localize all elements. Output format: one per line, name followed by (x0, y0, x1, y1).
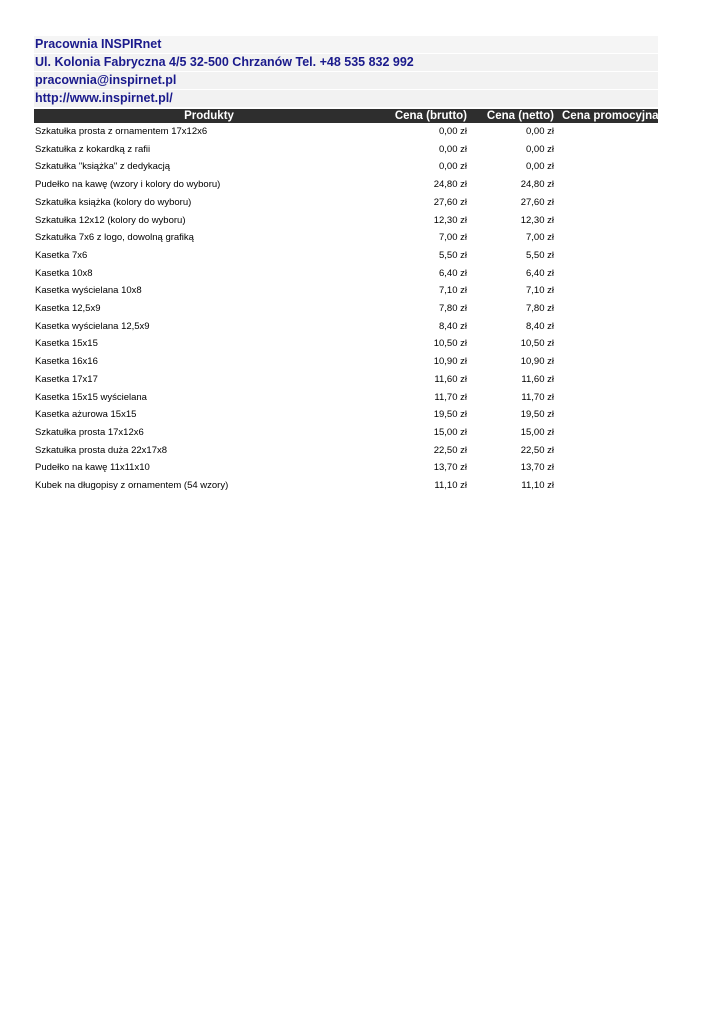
product-name-cell: Szkatułka "książka" z dedykacją (35, 161, 171, 173)
gross-price-cell: 5,50 zł (439, 249, 467, 261)
product-name-cell: Kasetka 15x15 (35, 338, 98, 350)
net-price-cell: 0,00 zł (526, 143, 554, 155)
table-row (34, 282, 658, 300)
table-row (34, 371, 658, 389)
gross-price-cell: 0,00 zł (439, 161, 467, 173)
gross-price-cell: 22,50 zł (433, 444, 467, 456)
product-name-cell: Kasetka 10x8 (35, 267, 93, 279)
gross-price-cell: 7,10 zł (439, 285, 467, 297)
gross-price-cell: 13,70 zł (433, 462, 467, 474)
promo-price-cell (558, 141, 658, 159)
table-row (34, 353, 658, 371)
column-header-gross-price: Cena (brutto) (384, 109, 471, 123)
table-row (34, 477, 658, 495)
gross-price-cell: 11,10 zł (434, 480, 467, 492)
net-price-cell: 27,60 zł (520, 196, 554, 208)
table-row (34, 212, 658, 230)
table-header-row (34, 109, 658, 123)
promo-price-cell (558, 353, 658, 371)
product-name-cell: Szkatułka 12x12 (kolory do wyboru) (35, 214, 186, 226)
product-name-cell: Szkatułka prosta z ornamentem 17x12x6 (35, 126, 208, 137)
net-price-cell: 22,50 zł (520, 444, 554, 456)
promo-price-cell (558, 442, 658, 460)
product-name-cell: Kasetka 12,5x9 (35, 303, 101, 315)
table-row (34, 247, 658, 265)
net-price-cell: 5,50 zł (526, 249, 554, 261)
promo-price-cell (558, 176, 658, 194)
product-name-cell: Kasetka 16x16 (35, 356, 98, 368)
promo-price-cell (558, 265, 658, 283)
product-name-cell: Kubek na długopisy z ornamentem (54 wzory) (35, 480, 229, 492)
table-row (34, 459, 658, 477)
company-name: Pracownia INSPIRnet (34, 36, 658, 53)
table-row (34, 318, 658, 336)
column-header-promo-price: Cena promocyjna (558, 109, 658, 123)
gross-price-cell: 10,90 zł (433, 356, 467, 368)
company-email[interactable]: pracownia@inspirnet.pl (34, 72, 658, 89)
net-price-cell: 8,40 zł (526, 320, 554, 332)
product-name-cell: Kasetka ażurowa 15x15 (35, 409, 137, 421)
table-row (34, 406, 658, 424)
net-price-cell: 12,30 zł (520, 214, 554, 226)
gross-price-cell: 6,40 zł (439, 267, 467, 279)
product-name-cell: Szkatułka prosta 17x12x6 (35, 426, 144, 438)
gross-price-cell: 10,50 zł (433, 338, 467, 350)
table-row (34, 123, 658, 141)
promo-price-cell (558, 477, 658, 495)
promo-price-cell (558, 212, 658, 230)
table-row (34, 194, 658, 212)
net-price-cell: 0,00 zł (526, 161, 554, 173)
table-row (34, 389, 658, 407)
product-name-cell: Kasetka 17x17 (35, 373, 98, 385)
net-price-cell: 7,00 zł (526, 232, 554, 244)
net-price-cell: 13,70 zł (520, 462, 554, 474)
promo-price-cell (558, 318, 658, 336)
gross-price-cell: 7,00 zł (439, 232, 467, 244)
promo-price-cell (558, 158, 658, 176)
table-row (34, 229, 658, 247)
promo-price-cell (558, 335, 658, 353)
net-price-cell: 0,00 zł (526, 126, 554, 137)
gross-price-cell: 0,00 zł (439, 143, 467, 155)
product-name-cell: Pudełko na kawę (wzory i kolory do wyboru) (35, 179, 221, 191)
net-price-cell: 15,00 zł (520, 426, 554, 438)
net-price-cell: 10,50 zł (520, 338, 554, 350)
net-price-cell: 10,90 zł (520, 356, 554, 368)
table-row (34, 158, 658, 176)
gross-price-cell: 0,00 zł (439, 126, 467, 137)
product-name-cell: Pudełko na kawę 11x11x10 (35, 462, 150, 474)
column-header-product: Produkty (34, 109, 384, 123)
company-website[interactable]: http://www.inspirnet.pl/ (34, 90, 658, 107)
promo-price-cell (558, 229, 658, 247)
product-name-cell: Kasetka wyścielana 12,5x9 (35, 320, 150, 332)
table-row (34, 141, 658, 159)
product-name-cell: Kasetka 15x15 wyścielana (35, 391, 147, 403)
net-price-cell: 11,60 zł (521, 373, 554, 385)
price-list-sheet (34, 36, 658, 495)
product-name-cell: Szkatułka książka (kolory do wyboru) (35, 196, 192, 208)
product-name-cell: Kasetka wyścielana 10x8 (35, 285, 142, 297)
promo-price-cell (558, 406, 658, 424)
net-price-cell: 11,10 zł (521, 480, 554, 492)
promo-price-cell (558, 247, 658, 265)
promo-price-cell (558, 424, 658, 442)
gross-price-cell: 27,60 zł (433, 196, 467, 208)
product-name-cell: Kasetka 7x6 (35, 249, 88, 261)
net-price-cell: 7,80 zł (526, 303, 554, 315)
gross-price-cell: 12,30 zł (433, 214, 467, 226)
promo-price-cell (558, 459, 658, 477)
net-price-cell: 7,10 zł (526, 285, 554, 297)
gross-price-cell: 7,80 zł (439, 303, 467, 315)
promo-price-cell (558, 194, 658, 212)
company-address: Ul. Kolonia Fabryczna 4/5 32-500 Chrzanów Tel. +48 535 832 992 (34, 54, 658, 71)
table-row (34, 335, 658, 353)
price-table (34, 109, 658, 495)
promo-price-cell (558, 371, 658, 389)
gross-price-cell: 11,60 zł (434, 373, 467, 385)
table-row (34, 424, 658, 442)
gross-price-cell: 24,80 zł (433, 179, 467, 191)
promo-price-cell (558, 282, 658, 300)
gross-price-cell: 19,50 zł (433, 409, 467, 421)
table-row (34, 265, 658, 283)
table-row (34, 176, 658, 194)
net-price-cell: 6,40 zł (526, 267, 554, 279)
net-price-cell: 11,70 zł (521, 391, 554, 403)
net-price-cell: 19,50 zł (520, 409, 554, 421)
product-name-cell: Szkatułka z kokardką z rafii (35, 143, 151, 155)
net-price-cell: 24,80 zł (520, 179, 554, 191)
table-row (34, 300, 658, 318)
promo-price-cell (558, 389, 658, 407)
gross-price-cell: 8,40 zł (439, 320, 467, 332)
column-header-net-price: Cena (netto) (471, 109, 558, 123)
gross-price-cell: 11,70 zł (434, 391, 467, 403)
promo-price-cell (558, 123, 658, 141)
gross-price-cell: 15,00 zł (433, 426, 467, 438)
promo-price-cell (558, 300, 658, 318)
product-name-cell: Szkatułka prosta duża 22x17x8 (35, 444, 168, 456)
table-row (34, 442, 658, 460)
product-name-cell: Szkatułka 7x6 z logo, dowolną grafiką (35, 232, 194, 244)
